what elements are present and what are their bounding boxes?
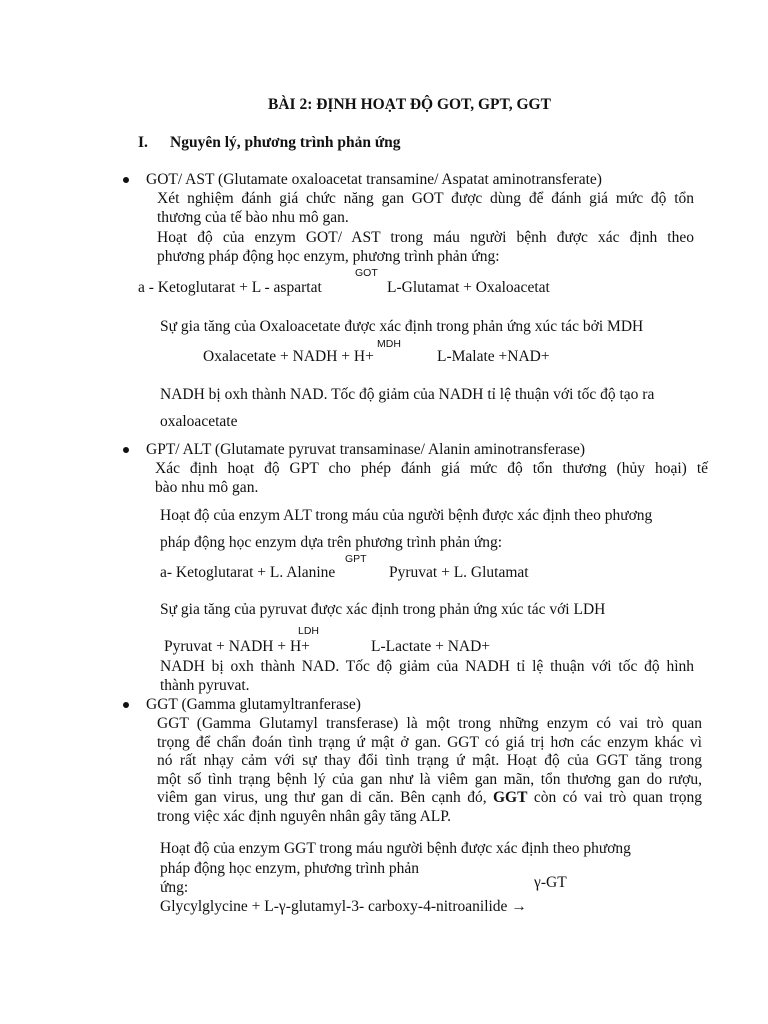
got-p2-line-1: Hoạt độ của enzym GOT/ AST trong máu người bệnh được xác định theo [157, 229, 694, 246]
gpt-paragraph-4 [160, 658, 694, 695]
bullet-dot [123, 702, 129, 708]
document-title: BÀI 2: ĐỊNH HOẠT ĐỘ GOT, GPT, GGT [268, 96, 551, 113]
gpt-p1-line-1: Xác định hoạt độ GPT cho phép đánh giá mức độ tổn thương (hủy hoại) tế [155, 460, 708, 477]
section-number: I. [138, 134, 148, 151]
ldh-equation-left: Pyruvat + NADH + H+ [164, 638, 310, 655]
got-paragraph-2 [157, 229, 694, 266]
gpt-equation-right: Pyruvat + L. Glutamat [389, 564, 529, 581]
mdh-equation-left: Oxalacetate + NADH + H+ [203, 348, 374, 365]
ggt-paragraph-1 [157, 715, 702, 826]
got-equation-left: a - Ketoglutarat + L - aspartat [138, 279, 322, 296]
got-p4-line-1: NADH bị oxh thành NAD. Tốc độ giảm của NADH tỉ lệ thuận với tốc độ tạo ra [160, 386, 655, 403]
bullet-dot [123, 447, 129, 453]
ggt-p2-line-3: ứng: [160, 879, 189, 896]
got-paragraph-3: Sự gia tăng của Oxaloacetate được xác định trong phản ứng xúc tác bởi MDH [160, 318, 644, 335]
got-equation-right: L-Glutamat + Oxaloacetat [387, 279, 550, 296]
ggt-enzyme-label: γ-GT [534, 874, 567, 891]
got-p1-line-2: thương của tế bào nhu mô gan. [157, 208, 349, 226]
mdh-equation-right: L-Malate +NAD+ [437, 348, 550, 365]
mdh-enzyme-label: MDH [377, 338, 401, 350]
got-p1-line-1: Xét nghiệm đánh giá chức năng gan GOT được dùng để đánh giá mức độ tổn [157, 190, 694, 207]
ggt-p1-line-2: trọng để chẩn đoán tình trạng ứ mật ở gan. GGT có giá trị hơn các enzym khác vì [157, 733, 702, 751]
gpt-equation-left: a- Ketoglutarat + L. Alanine [160, 564, 336, 581]
ggt-p1-line-1: GGT (Gamma Glutamyl transferase) là một trong những enzym có vai trò quan [157, 715, 702, 732]
ggt-p2-line-2: pháp động học enzym, phương trình phản [160, 860, 419, 877]
gpt-p2-line-1: Hoạt độ của enzym ALT trong máu của người bệnh được xác định theo phương [160, 507, 653, 524]
ldh-enzyme-label: LDH [298, 625, 320, 637]
ggt-p1-line-6: trong việc xác định nguyên nhân gây tăng ALP. [157, 807, 452, 825]
ggt-p1-line-5-tail: còn có vai trò quan trọng [527, 789, 702, 806]
ggt-equation-left: Glycylglycine + L-γ-glutamyl-3- carboxy-4-nitroanilide → [160, 898, 527, 915]
ggt-p1-line-4: một số tình trạng bệnh lý của gan như là viêm gan mãn, tổn thương gan do rượu, [157, 770, 702, 788]
gpt-bullet-heading: GPT/ ALT (Glutamate pyruvat transaminase/ Alanin aminotransferase) [146, 441, 586, 458]
gpt-paragraph-3: Sự gia tăng của pyruvat được xác định trong phản ứng xúc tác với LDH [160, 601, 606, 618]
got-p4-line-2: oxaloacetate [160, 413, 238, 430]
gpt-p4-line-1: NADH bị oxh thành NAD. Tốc độ giảm của NADH tỉ lệ thuận với tốc độ hình [160, 658, 694, 675]
ggt-bullet-heading: GGT (Gamma glutamyltranferase) [146, 696, 361, 713]
ggt-p2-line-1: Hoạt độ của enzym GGT trong máu người bệnh được xác định theo phương [160, 840, 631, 857]
got-p2-line-2: phương pháp động học enzym, phương trình phản ứng: [157, 247, 500, 265]
ggt-bold-term: GGT [493, 789, 528, 806]
gpt-p2-line-2: pháp động học enzym dựa trên phương trình phản ứng: [160, 534, 503, 551]
ggt-p1-line-3: nó rất nhạy cảm với sự thay đổi tình trạng ứ mật. Hoạt độ của GGT tăng trong [157, 752, 702, 769]
bullet-dot [123, 177, 129, 183]
got-enzyme-label: GOT [355, 267, 378, 279]
got-paragraph-1 [157, 190, 694, 227]
gpt-p1-line-2: bào nhu mô gan. [155, 478, 259, 496]
gpt-p4-line-2: thành pyruvat. [160, 676, 250, 694]
ggt-p1-line-5-text: viêm gan virus, ung thư gan di căn. Bên cạnh đó, [157, 789, 493, 806]
gpt-enzyme-label: GPT [345, 553, 367, 565]
section-heading: Nguyên lý, phương trình phản ứng [170, 134, 401, 151]
ldh-equation-right: L-Lactate + NAD+ [371, 638, 491, 655]
got-bullet-heading: GOT/ AST (Glutamate oxaloacetat transamine/ Aspatat aminotransferate) [146, 171, 602, 188]
ggt-p1-line-5 [157, 789, 702, 808]
gpt-paragraph-1 [155, 460, 708, 497]
